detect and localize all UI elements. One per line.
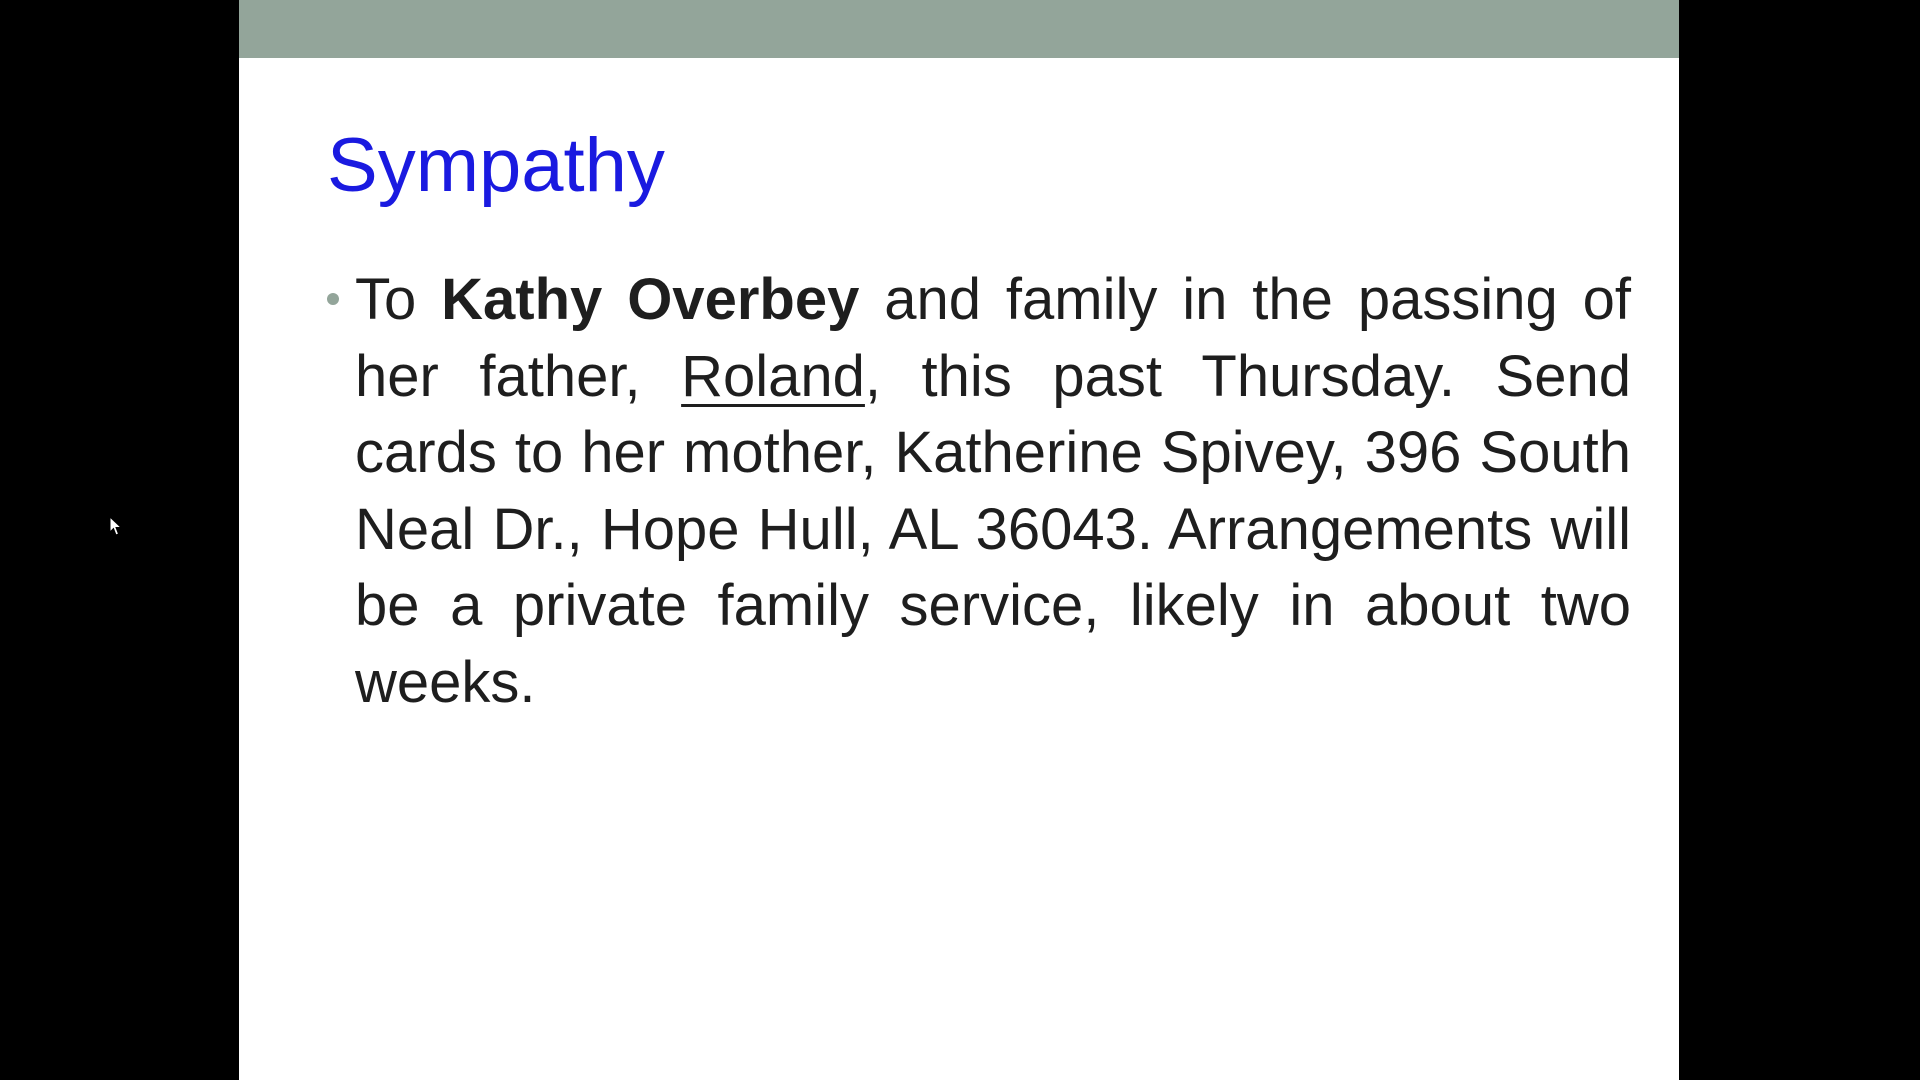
bullet-list xyxy=(327,262,1631,721)
presentation-slide xyxy=(239,0,1679,1080)
bullet-underlined-name: Roland xyxy=(681,343,865,409)
slide-title: Sympathy xyxy=(327,123,665,208)
bullet-item xyxy=(327,262,1631,721)
mouse-pointer-icon xyxy=(109,516,123,538)
bullet-bold-name: Kathy Overbey xyxy=(441,267,860,332)
slide-top-bar xyxy=(239,0,1679,58)
bullet-dot-icon xyxy=(327,293,339,305)
bullet-text-middle: and family in the passing of her father, xyxy=(355,267,1631,409)
bullet-text-end: , this past Thursday. Send cards to her mother, Katherine Spivey, 396 South Neal Dr., Hope Hull, AL 36043. Arrangements will be a private family service, likely in about two weeks. xyxy=(355,343,1631,715)
bullet-text-intro: To xyxy=(355,267,442,332)
